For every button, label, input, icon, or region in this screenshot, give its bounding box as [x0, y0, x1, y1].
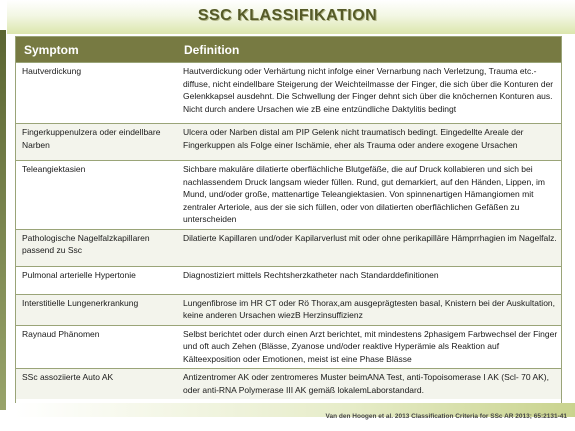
- citation-text: Van den Hoogen et al. 2013 Classification Criteria for SSc AR 2013; 65:2131-41: [325, 413, 567, 420]
- definition-cell: Selbst berichtet oder durch einen Arzt berichtet, mit mindestens 2phasigem Farbwechsel der Finger und oft auch Zehen (Blässe, Zyanose und/oder reaktive Hyperämie als Reaktion auf Kälteexposition oder Emotionen, meist ist eine Phase Blässe: [176, 325, 562, 369]
- symptom-cell: Raynaud Phänomen: [16, 325, 176, 369]
- classification-table: [16, 37, 562, 399]
- table-row: [16, 63, 562, 124]
- classification-table-container: [15, 36, 562, 410]
- symptom-cell: Interstitielle Lungenerkrankung: [16, 294, 176, 325]
- symptom-cell: Teleangiektasien: [16, 161, 176, 230]
- table-row: [16, 325, 562, 369]
- table-row: [16, 124, 562, 161]
- definition-cell: Hautverdickung oder Verhärtung nicht infolge einer Vernarbung nach Verletzung, Trauma etc.- diffuse, nicht eindellbare Steigerung der Weichteilmasse der Finger, die sich über die Konturen der Gelenkkapsel ausdehnt. Die Schwellung der Finger dehnt sich über die knöchernen Konturen aus. Nicht durch andere Ursachen wie zB eine entzündliche Daktylitis bedingt: [176, 63, 562, 124]
- page-title: SSC KLASSIFIKATION: [197, 7, 378, 24]
- definition-cell: Dilatierte Kapillaren und/oder Kapilarverlust mit oder ohne perikapilläre Hämprrhagien im Nagelfalz.: [176, 229, 562, 266]
- table-row: [16, 369, 562, 400]
- definition-cell: Ulcera oder Narben distal am PIP Gelenk nicht traumatisch bedingt. Eingedellte Areale der Fingerkuppen als Folge einer Ischämie, eher als Trauma oder andere exogene Ursachen: [176, 124, 562, 161]
- symptom-cell: Pathologische Nagelfalzkapillaren passend zu Ssc: [16, 229, 176, 266]
- table-row: [16, 294, 562, 325]
- definition-cell: Diagnostiziert mittels Rechtsherzkatheter nach Standarddefinitionen: [176, 266, 562, 294]
- table-row: [16, 161, 562, 230]
- table-header-row: [16, 37, 562, 63]
- definition-cell: Lungenfibrose im HR CT oder Rö Thorax,am ausgeprägtesten basal, Knistern bei der Auskultation, keine anderen Ursachen wiezB Herzinsuffizienz: [176, 294, 562, 325]
- symptom-cell: Hautverdickung: [16, 63, 176, 124]
- definition-cell: Sichbare makuläre dilatierte oberflächliche Blutgefäße, die auf Druck kollabieren und sich bei nachlassendem Druck langsam wieder füllen. Rund, gut demarkiert, auf den Händen, Lippen, im Mund, und/oder große, mattenartige Teleangiektasien. Von spinnenartigen Hämangiomen mit zentraler Arteriole, aus der sie sich füllen, oder von dilatierten oberflächlichen Gefäßen zu unterscheiden: [176, 161, 562, 230]
- symptom-cell: Fingerkuppenulzera oder eindellbare Narben: [16, 124, 176, 161]
- definition-cell: Antizentromer AK oder zentromeres Muster beimANA Test, anti-Topoisomerase I AK (Scl- 70 AK), oder anti-RNA Polymerase III AK gemäß lokalemLaborstandard.: [176, 369, 562, 400]
- symptom-cell: SSc assoziierte Auto AK: [16, 369, 176, 400]
- column-header-symptom: Symptom: [16, 37, 176, 63]
- left-accent-bar: [0, 30, 6, 410]
- symptom-cell: Pulmonal arterielle Hypertonie: [16, 266, 176, 294]
- table-row: [16, 266, 562, 294]
- table-row: [16, 229, 562, 266]
- column-header-definition: Definition: [176, 37, 562, 63]
